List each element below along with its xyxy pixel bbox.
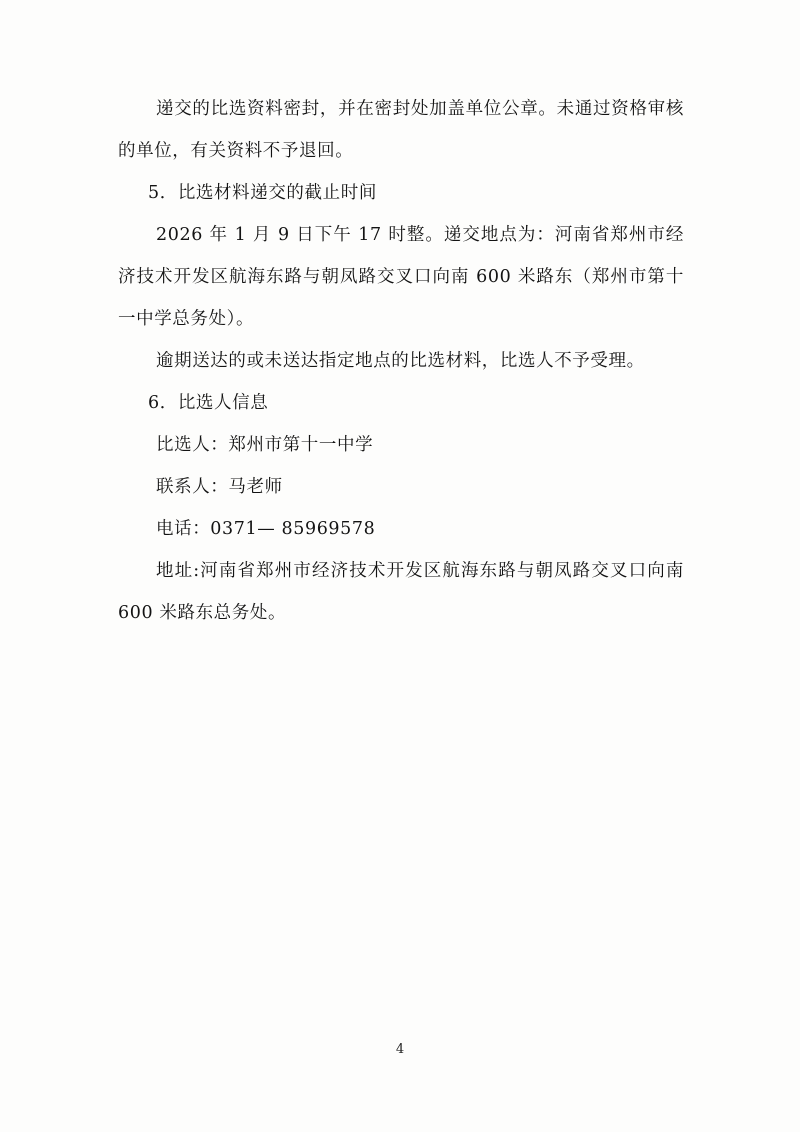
paragraph-contact-person: 联系人：马老师 bbox=[156, 477, 283, 497]
heading-item-5: 5．比选材料递交的截止时间 bbox=[148, 183, 377, 203]
document-body bbox=[118, 88, 684, 634]
paragraph-sealing-notice: 递交的比选资料密封，并在密封处加盖单位公章。未通过资格审核的单位，有关资料不予退回。 bbox=[118, 99, 684, 161]
paragraph-late-submission: 逾期送达的或未送达指定地点的比选材料，比选人不予受理。 bbox=[156, 351, 645, 371]
paragraph-telephone: 电话：0371— 85969578 bbox=[156, 519, 376, 539]
page-number: 4 bbox=[395, 1042, 405, 1057]
paragraph-deadline-and-location: 2026 年 1 月 9 日下午 17 时整。递交地点为：河南省郑州市经济技术开发区航海东路与朝凤路交叉口向南 600 米路东（郑州市第十一中学总务处）。 bbox=[118, 225, 684, 329]
paragraph-address: 地址:河南省郑州市经济技术开发区航海东路与朝凤路交叉口向南 600 米路东总务处。 bbox=[118, 561, 684, 623]
heading-item-6: 6．比选人信息 bbox=[148, 393, 269, 413]
paragraph-organizer-name: 比选人：郑州市第十一中学 bbox=[156, 435, 374, 455]
